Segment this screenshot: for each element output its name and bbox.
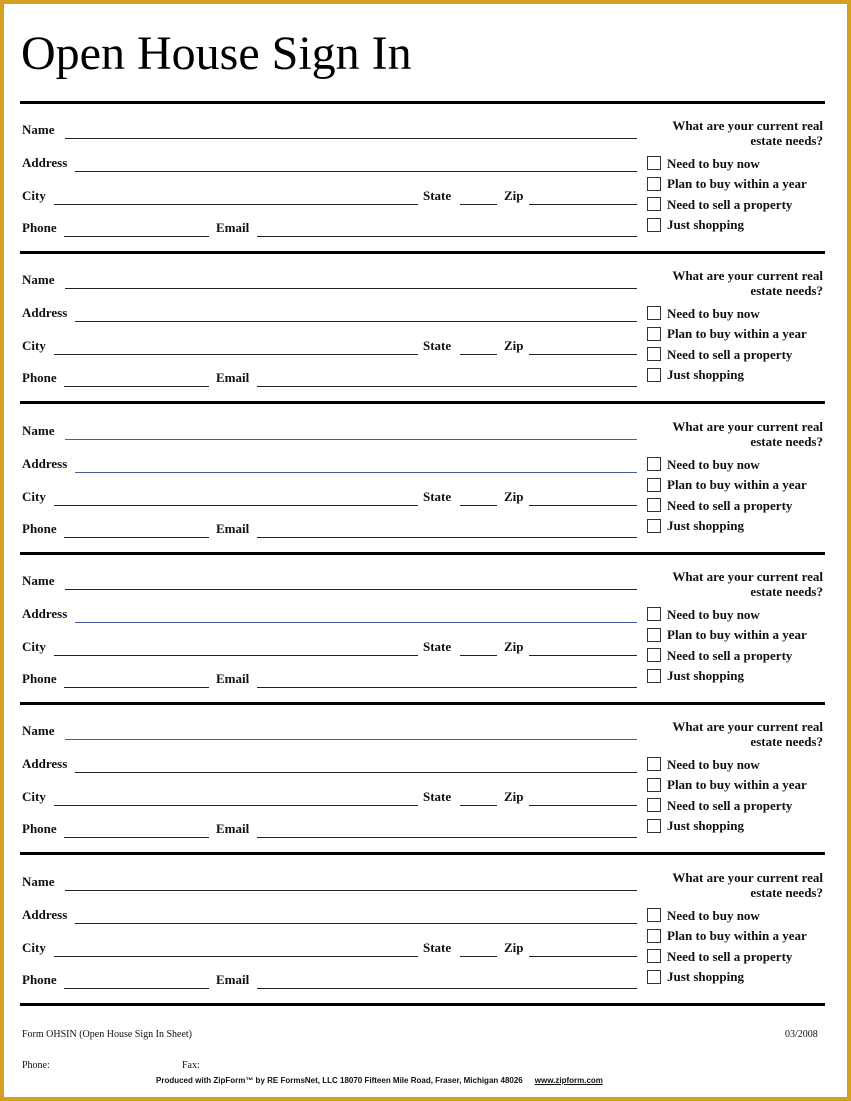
entry-divider bbox=[20, 852, 825, 855]
needs-question bbox=[649, 419, 823, 449]
needs-option-label: Just shopping bbox=[667, 969, 744, 984]
form-id: Form OHSIN (Open House Sign In Sheet) bbox=[22, 1029, 192, 1040]
needs-option[interactable] bbox=[647, 517, 744, 535]
needs-checkbox[interactable] bbox=[647, 970, 661, 984]
zip-field[interactable] bbox=[529, 655, 637, 656]
name-field[interactable] bbox=[65, 288, 637, 289]
address-label: Address bbox=[22, 305, 68, 320]
needs-option-label: Just shopping bbox=[667, 217, 744, 232]
zip-field[interactable] bbox=[529, 204, 637, 205]
address-field[interactable] bbox=[75, 923, 637, 924]
city-label: City bbox=[22, 188, 46, 203]
email-label: Email bbox=[216, 821, 250, 836]
state-label: State bbox=[423, 338, 452, 353]
needs-option[interactable] bbox=[647, 175, 807, 193]
name-label: Name bbox=[22, 573, 55, 588]
email-field[interactable] bbox=[257, 537, 637, 538]
email-label: Email bbox=[216, 370, 250, 385]
needs-question bbox=[649, 719, 823, 749]
email-label: Email bbox=[216, 220, 250, 235]
needs-option-label: Need to sell a property bbox=[667, 346, 793, 362]
needs-question-line1: What are your current real bbox=[672, 118, 823, 133]
entry-divider bbox=[20, 1003, 825, 1006]
email-field[interactable] bbox=[257, 687, 637, 688]
needs-option[interactable] bbox=[647, 646, 792, 664]
needs-checkbox[interactable] bbox=[647, 757, 661, 771]
needs-option[interactable] bbox=[647, 366, 744, 384]
needs-question bbox=[649, 118, 823, 148]
phone-label: Phone bbox=[22, 972, 57, 987]
city-label: City bbox=[22, 789, 46, 804]
phone-field[interactable] bbox=[64, 236, 209, 237]
needs-option[interactable] bbox=[647, 817, 744, 835]
phone-label: Phone bbox=[22, 220, 57, 235]
needs-checkbox[interactable] bbox=[647, 498, 661, 512]
needs-question-line2: estate needs? bbox=[750, 283, 823, 298]
needs-checkbox[interactable] bbox=[647, 648, 661, 662]
needs-option[interactable] bbox=[647, 755, 760, 773]
needs-checkbox[interactable] bbox=[647, 478, 661, 492]
needs-option-label: Need to buy now bbox=[667, 756, 760, 772]
footer-fax-label: Fax: bbox=[182, 1060, 200, 1071]
needs-question-line2: estate needs? bbox=[750, 584, 823, 599]
sign-in-entry bbox=[4, 705, 847, 855]
zip-label: Zip bbox=[504, 639, 524, 654]
needs-checkbox[interactable] bbox=[647, 908, 661, 922]
city-field[interactable] bbox=[54, 354, 418, 355]
email-field[interactable] bbox=[257, 236, 637, 237]
zip-label: Zip bbox=[504, 188, 524, 203]
phone-label: Phone bbox=[22, 671, 57, 686]
city-field[interactable] bbox=[54, 204, 418, 205]
needs-option[interactable] bbox=[647, 325, 807, 343]
email-label: Email bbox=[216, 521, 250, 536]
zipform-link[interactable]: www.zipform.com bbox=[534, 1076, 603, 1085]
needs-option-label: Need to buy now bbox=[667, 606, 760, 622]
needs-checkbox[interactable] bbox=[647, 519, 661, 533]
zip-label: Zip bbox=[504, 940, 524, 955]
sign-in-entry bbox=[4, 254, 847, 404]
needs-option-label: Need to sell a property bbox=[667, 647, 793, 663]
needs-checkbox[interactable] bbox=[647, 327, 661, 341]
needs-checkbox[interactable] bbox=[647, 798, 661, 812]
state-label: State bbox=[423, 639, 452, 654]
needs-option[interactable] bbox=[647, 476, 807, 494]
address-field[interactable] bbox=[75, 622, 637, 623]
phone-label: Phone bbox=[22, 370, 57, 385]
sign-in-entry bbox=[4, 555, 847, 705]
name-label: Name bbox=[22, 272, 55, 287]
state-field[interactable] bbox=[460, 354, 497, 355]
needs-checkbox[interactable] bbox=[647, 457, 661, 471]
needs-option-label: Need to buy now bbox=[667, 305, 760, 321]
needs-checkbox[interactable] bbox=[647, 306, 661, 320]
phone-field[interactable] bbox=[64, 386, 209, 387]
produced-by bbox=[156, 1076, 603, 1085]
email-field[interactable] bbox=[257, 837, 637, 838]
needs-option[interactable] bbox=[647, 796, 792, 814]
needs-question-line1: What are your current real bbox=[672, 569, 823, 584]
needs-question bbox=[649, 268, 823, 298]
name-label: Name bbox=[22, 874, 55, 889]
state-label: State bbox=[423, 789, 452, 804]
produced-by-text: Produced with ZipForm™ by RE FormsNet, LLC 18070 Fifteen Mile Road, Fraser, Michigan 48026 bbox=[156, 1076, 523, 1085]
needs-checkbox[interactable] bbox=[647, 607, 661, 621]
city-label: City bbox=[22, 940, 46, 955]
form-date: 03/2008 bbox=[785, 1029, 818, 1040]
needs-option[interactable] bbox=[647, 947, 792, 965]
needs-option[interactable] bbox=[647, 195, 792, 213]
needs-checkbox[interactable] bbox=[647, 347, 661, 361]
needs-option[interactable] bbox=[647, 626, 807, 644]
sign-in-sheet bbox=[4, 4, 847, 1097]
needs-question-line2: estate needs? bbox=[750, 885, 823, 900]
name-field[interactable] bbox=[65, 589, 637, 590]
name-label: Name bbox=[22, 122, 55, 137]
phone-field[interactable] bbox=[64, 537, 209, 538]
needs-option-label: Need to sell a property bbox=[667, 497, 793, 513]
needs-checkbox[interactable] bbox=[647, 628, 661, 642]
email-label: Email bbox=[216, 671, 250, 686]
needs-question-line2: estate needs? bbox=[750, 434, 823, 449]
sign-in-entry bbox=[4, 405, 847, 555]
address-label: Address bbox=[22, 606, 68, 621]
needs-option[interactable] bbox=[647, 304, 760, 322]
needs-option[interactable] bbox=[647, 927, 807, 945]
needs-checkbox[interactable] bbox=[647, 669, 661, 683]
needs-option[interactable] bbox=[647, 667, 744, 685]
state-label: State bbox=[423, 188, 452, 203]
zip-field[interactable] bbox=[529, 505, 637, 506]
needs-option[interactable] bbox=[647, 455, 760, 473]
needs-checkbox[interactable] bbox=[647, 197, 661, 211]
address-label: Address bbox=[22, 907, 68, 922]
needs-option[interactable] bbox=[647, 345, 792, 363]
phone-field[interactable] bbox=[64, 687, 209, 688]
needs-checkbox[interactable] bbox=[647, 368, 661, 382]
needs-option-label: Plan to buy within a year bbox=[667, 176, 807, 191]
needs-option-label: Just shopping bbox=[667, 818, 744, 833]
needs-option[interactable] bbox=[647, 776, 807, 794]
needs-option-label: Just shopping bbox=[667, 668, 744, 683]
name-field[interactable] bbox=[65, 739, 637, 740]
phone-label: Phone bbox=[22, 521, 57, 536]
needs-question-line1: What are your current real bbox=[672, 268, 823, 283]
needs-option[interactable] bbox=[647, 496, 792, 514]
address-field[interactable] bbox=[75, 171, 637, 172]
state-field[interactable] bbox=[460, 204, 497, 205]
zip-field[interactable] bbox=[529, 354, 637, 355]
name-label: Name bbox=[22, 423, 55, 438]
name-field[interactable] bbox=[65, 138, 637, 139]
needs-option-label: Need to sell a property bbox=[667, 797, 793, 813]
needs-checkbox[interactable] bbox=[647, 929, 661, 943]
page-title: Open House Sign In bbox=[21, 27, 412, 80]
state-field[interactable] bbox=[460, 805, 497, 806]
entry-divider bbox=[20, 401, 825, 404]
name-field[interactable] bbox=[65, 439, 637, 440]
needs-option[interactable] bbox=[647, 154, 760, 172]
state-field[interactable] bbox=[460, 505, 497, 506]
needs-option-label: Plan to buy within a year bbox=[667, 627, 807, 642]
sign-in-entry bbox=[4, 104, 847, 254]
city-label: City bbox=[22, 489, 46, 504]
needs-option[interactable] bbox=[647, 216, 744, 234]
needs-question-line1: What are your current real bbox=[672, 419, 823, 434]
needs-checkbox[interactable] bbox=[647, 949, 661, 963]
needs-option-label: Need to buy now bbox=[667, 907, 760, 923]
state-field[interactable] bbox=[460, 655, 497, 656]
needs-option-label: Plan to buy within a year bbox=[667, 326, 807, 341]
needs-option-label: Just shopping bbox=[667, 518, 744, 533]
zip-field[interactable] bbox=[529, 956, 637, 957]
email-field[interactable] bbox=[257, 386, 637, 387]
sign-in-entry bbox=[4, 856, 847, 1006]
address-label: Address bbox=[22, 756, 68, 771]
city-label: City bbox=[22, 338, 46, 353]
needs-option-label: Need to sell a property bbox=[667, 948, 793, 964]
address-field[interactable] bbox=[75, 472, 637, 473]
needs-question-line1: What are your current real bbox=[672, 719, 823, 734]
zip-label: Zip bbox=[504, 338, 524, 353]
state-label: State bbox=[423, 489, 452, 504]
state-label: State bbox=[423, 940, 452, 955]
email-field[interactable] bbox=[257, 988, 637, 989]
state-field[interactable] bbox=[460, 956, 497, 957]
address-field[interactable] bbox=[75, 321, 637, 322]
zip-field[interactable] bbox=[529, 805, 637, 806]
needs-option-label: Need to buy now bbox=[667, 456, 760, 472]
needs-question bbox=[649, 870, 823, 900]
needs-option-label: Plan to buy within a year bbox=[667, 928, 807, 943]
needs-question-line1: What are your current real bbox=[672, 870, 823, 885]
name-field[interactable] bbox=[65, 890, 637, 891]
needs-question-line2: estate needs? bbox=[750, 734, 823, 749]
zip-label: Zip bbox=[504, 789, 524, 804]
address-label: Address bbox=[22, 155, 68, 170]
footer-phone-label: Phone: bbox=[22, 1060, 50, 1071]
zip-label: Zip bbox=[504, 489, 524, 504]
needs-checkbox[interactable] bbox=[647, 218, 661, 232]
needs-option-label: Plan to buy within a year bbox=[667, 777, 807, 792]
needs-checkbox[interactable] bbox=[647, 819, 661, 833]
city-field[interactable] bbox=[54, 805, 418, 806]
phone-field[interactable] bbox=[64, 837, 209, 838]
needs-question-line2: estate needs? bbox=[750, 133, 823, 148]
needs-option-label: Need to sell a property bbox=[667, 196, 793, 212]
phone-label: Phone bbox=[22, 821, 57, 836]
address-field[interactable] bbox=[75, 772, 637, 773]
name-label: Name bbox=[22, 723, 55, 738]
needs-option-label: Just shopping bbox=[667, 367, 744, 382]
needs-question bbox=[649, 569, 823, 599]
needs-option-label: Plan to buy within a year bbox=[667, 477, 807, 492]
needs-option[interactable] bbox=[647, 906, 760, 924]
phone-field[interactable] bbox=[64, 988, 209, 989]
city-field[interactable] bbox=[54, 655, 418, 656]
address-label: Address bbox=[22, 456, 68, 471]
city-label: City bbox=[22, 639, 46, 654]
needs-option[interactable] bbox=[647, 605, 760, 623]
needs-option[interactable] bbox=[647, 968, 744, 986]
city-field[interactable] bbox=[54, 956, 418, 957]
needs-checkbox[interactable] bbox=[647, 156, 661, 170]
needs-checkbox[interactable] bbox=[647, 778, 661, 792]
needs-checkbox[interactable] bbox=[647, 177, 661, 191]
email-label: Email bbox=[216, 972, 250, 987]
needs-option-label: Need to buy now bbox=[667, 155, 760, 171]
city-field[interactable] bbox=[54, 505, 418, 506]
